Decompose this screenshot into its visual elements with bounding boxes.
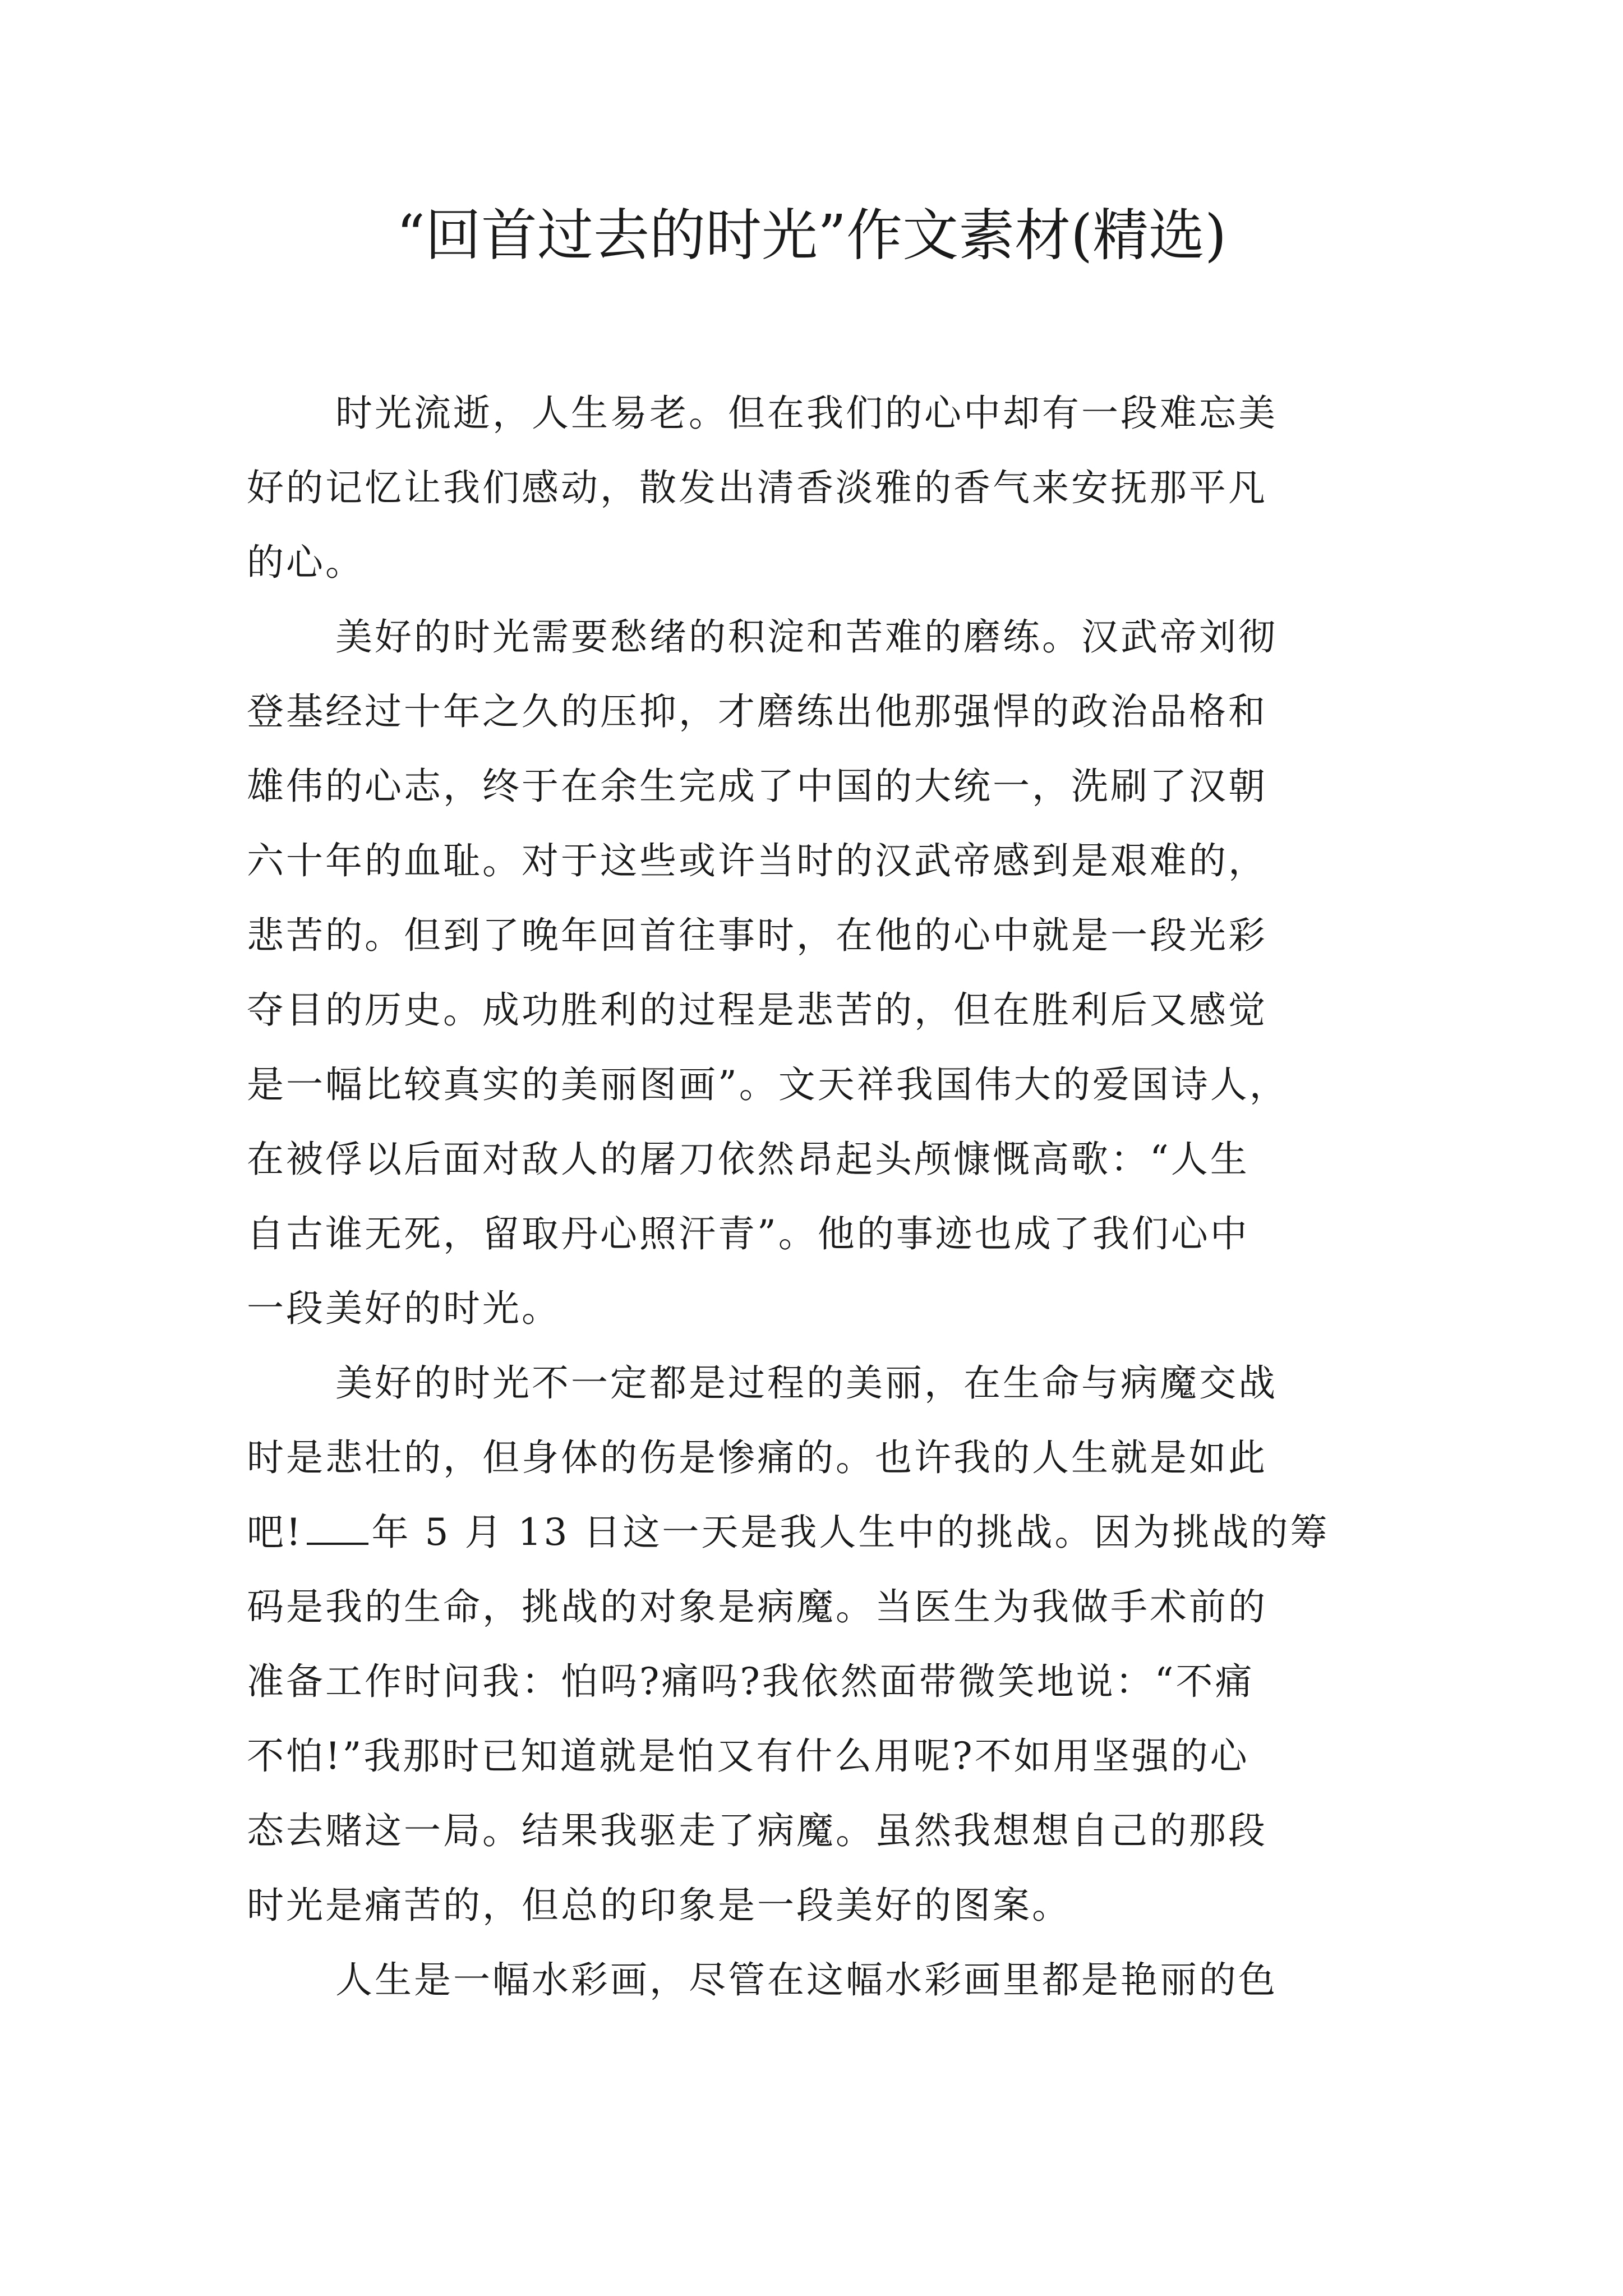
text-line	[247, 1793, 1402, 1868]
text-line-content: 不怕!”我那时已知道就是怕又有什么用呢?不如用坚强的心	[247, 1734, 1249, 1778]
text-line	[247, 1943, 1402, 2017]
text-line-content: 自古谁无死，留取丹心照汗青”。他的事迹也成了我们心中	[247, 1212, 1249, 1255]
text-line-content: 时光是痛苦的，但总的印象是一段美好的图案。	[247, 1884, 1071, 1927]
text-line	[247, 1868, 1402, 1943]
text-line	[247, 376, 1402, 450]
text-line-content: 美好的时光不一定都是过程的美丽，在生命与病魔交战	[335, 1361, 1278, 1405]
text-line-content: 人生是一幅水彩画，尽管在这幅水彩画里都是艳丽的色	[335, 1958, 1278, 2001]
text-line	[247, 973, 1402, 1047]
text-line	[247, 749, 1402, 823]
text-line	[247, 823, 1402, 898]
document-body	[247, 376, 1402, 2017]
text-line	[247, 525, 1402, 600]
text-line-content: 准备工作时问我：怕吗?痛吗?我依然面带微笑地说：“不痛	[247, 1660, 1255, 1703]
text-line	[247, 1271, 1402, 1346]
text-line	[247, 898, 1402, 973]
text-line-continuation: 年 5 月 13 日这一天是我人生中的挑战。因为挑战的筹	[371, 1511, 1330, 1554]
document-title: “回首过去的时光”作文素材(精选)	[396, 203, 1227, 268]
text-line-content: 夺目的历史。成功胜利的过程是悲苦的，但在胜利后又感觉	[247, 988, 1267, 1032]
text-line	[247, 1122, 1402, 1197]
text-line-content: 态去赌这一局。结果我驱走了病魔。虽然我想想自己的那段	[247, 1809, 1267, 1852]
text-line	[247, 674, 1402, 749]
text-line-content: 时是悲壮的，但身体的伤是惨痛的。也许我的人生就是如此	[247, 1436, 1267, 1479]
text-line	[247, 1719, 1402, 1793]
text-line-content: 是一幅比较真实的美丽图画”。文天祥我国伟大的爱国诗人，	[247, 1063, 1289, 1106]
text-line	[247, 1197, 1402, 1271]
text-line-content: 码是我的生命，挑战的对象是病魔。当医生为我做手术前的	[247, 1585, 1267, 1628]
text-line-content: 雄伟的心志，终于在余生完成了中国的大统一，洗刷了汉朝	[247, 765, 1267, 808]
text-line	[247, 600, 1402, 674]
text-line	[247, 1570, 1402, 1644]
text-line	[247, 1644, 1402, 1719]
text-line	[247, 1420, 1402, 1495]
text-line-content: 的心。	[247, 541, 365, 584]
text-line-content: 悲苦的。但到了晚年回首往事时，在他的心中就是一段光彩	[247, 914, 1267, 957]
text-line-content: 在被俘以后面对敌人的屠刀依然昂起头颅慷慨高歌：“人生	[247, 1138, 1249, 1181]
text-line-content: 好的记忆让我们感动，散发出清香淡雅的香气来安抚那平凡	[247, 466, 1267, 509]
text-line-content: 吧!	[247, 1511, 303, 1554]
text-line	[247, 1346, 1402, 1420]
text-line-content: 一段美好的时光。	[247, 1287, 561, 1330]
fill-in-blank	[307, 1513, 368, 1545]
text-line	[247, 450, 1402, 525]
text-line-content: 时光流逝，人生易老。但在我们的心中却有一段难忘美	[335, 392, 1278, 435]
text-line-content: 登基经过十年之久的压抑，才磨练出他那强悍的政治品格和	[247, 690, 1267, 733]
text-line-content: 美好的时光需要愁绪的积淀和苦难的磨练。汉武帝刘彻	[335, 615, 1278, 659]
text-line	[247, 1495, 1402, 1570]
text-line-content: 六十年的血耻。对于这些或许当时的汉武帝感到是艰难的，	[247, 839, 1267, 882]
text-line	[247, 1047, 1402, 1122]
